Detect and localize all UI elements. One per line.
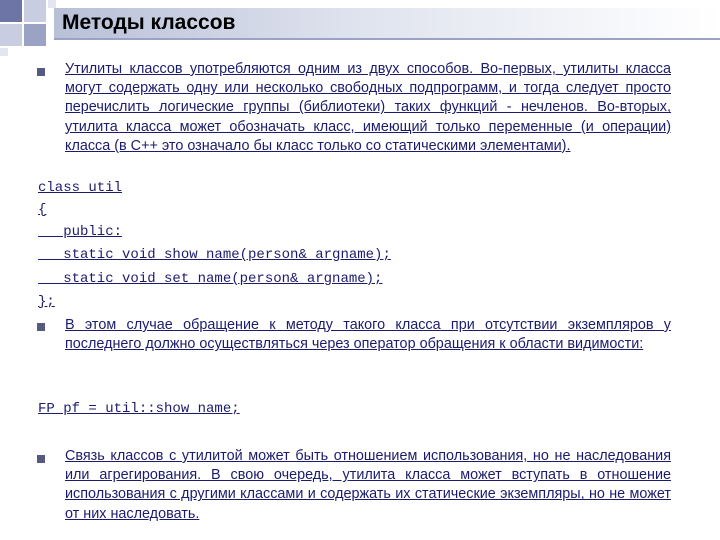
bullet-square-icon bbox=[37, 323, 45, 331]
code-statement: FP pf = util::show_name; bbox=[38, 401, 240, 417]
code-line: class util bbox=[38, 180, 123, 196]
bullet-paragraph-2 bbox=[65, 316, 671, 354]
bullet-paragraph-3 bbox=[65, 447, 671, 524]
bullet-text: Связь классов с утилитой может быть отношением использования, но не наследования или агрегирования. В свою очередь, утилита класса может вступать в отношение использования с другими классами и содержать их статические экземпляры, но не может от них наследовать. bbox=[65, 448, 671, 522]
slide-title: Методы классов bbox=[62, 11, 236, 34]
bullet-text: Утилиты классов употребляются одним из двух способов. Во-первых, утилиты класса могут содержать одну или несколько свободных подпрограмм, и тогда следует просто перечислить логические группы (библиотеки) таких функций - нечленов. Во-вторых, утилита класса может обозначать класс, имеющий только переменные (и операции) класса (в C++ это означало бы класс только со статическими элементами). bbox=[65, 61, 671, 154]
code-line: }; bbox=[38, 294, 55, 310]
bullet-text: В этом случае обращение к методу такого класса при отсутствии экземпляров у последнего должно осуществляться через оператор обращения к области видимости: bbox=[65, 317, 671, 353]
code-line: { bbox=[38, 202, 47, 218]
code-line: static void set_name(person& argname); bbox=[38, 271, 383, 287]
code-line: public: bbox=[38, 224, 123, 240]
bullet-paragraph-1 bbox=[65, 60, 671, 156]
title-underline bbox=[54, 38, 720, 40]
code-line: static void show_name(person& argname); bbox=[38, 247, 391, 263]
bullet-square-icon bbox=[37, 68, 45, 76]
bullet-square-icon bbox=[37, 455, 45, 463]
